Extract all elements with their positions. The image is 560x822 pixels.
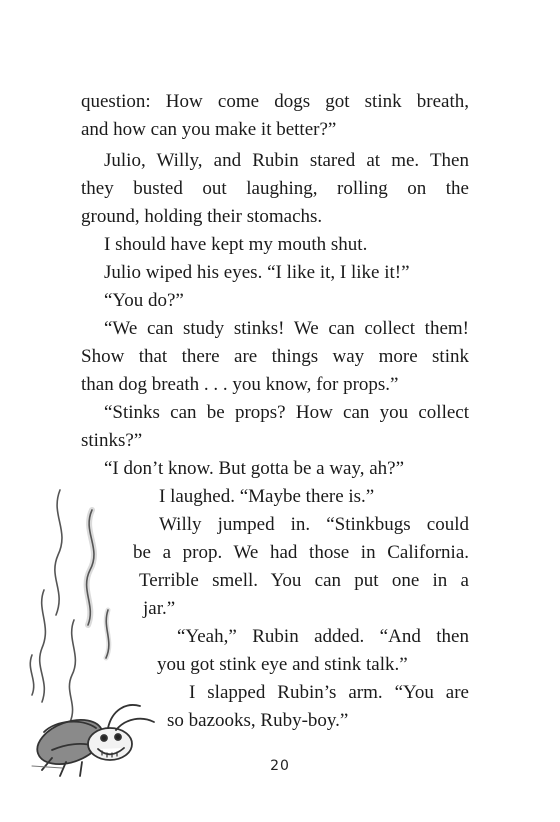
- text-line: and how can you make it better?”: [81, 119, 337, 140]
- text-line: Terrible smell. You can put one in a: [139, 570, 469, 591]
- text-line: “We can study stinks! We can collect them!: [104, 318, 469, 339]
- text-line: I should have kept my mouth shut.: [104, 234, 368, 255]
- text-line: you got stink eye and stink talk.”: [157, 654, 408, 675]
- text-line: Julio wiped his eyes. “I like it, I like it!”: [104, 262, 410, 283]
- text-line: I laughed. “Maybe there is.”: [159, 486, 375, 507]
- text-line: than dog breath . . . you know, for props.”: [81, 374, 399, 395]
- text-line: jar.”: [143, 598, 176, 619]
- text-line: they busted out laughing, rolling on the: [81, 178, 469, 199]
- stinkbug-icon: [22, 470, 172, 790]
- text-line: “Yeah,” Rubin added. “And then: [177, 626, 469, 647]
- text-line: stinks?”: [81, 430, 143, 451]
- text-line: Julio, Willy, and Rubin stared at me. Then: [104, 150, 469, 171]
- text-line: ground, holding their stomachs.: [81, 206, 323, 227]
- text-line: “You do?”: [104, 290, 184, 311]
- text-line: question: How come dogs got stink breath,: [81, 91, 469, 112]
- text-line: “Stinks can be props? How can you collect: [104, 402, 469, 423]
- text-line: be a prop. We had those in California.: [133, 542, 469, 563]
- page-number: 20: [270, 758, 290, 774]
- text-line: Show that there are things way more stink: [81, 346, 469, 367]
- text-line: I slapped Rubin’s arm. “You are: [189, 682, 469, 703]
- text-line: so bazooks, Ruby-boy.”: [167, 710, 349, 731]
- text-line: Willy jumped in. “Stinkbugs could: [159, 514, 469, 535]
- text-line: “I don’t know. But gotta be a way, ah?”: [104, 458, 405, 479]
